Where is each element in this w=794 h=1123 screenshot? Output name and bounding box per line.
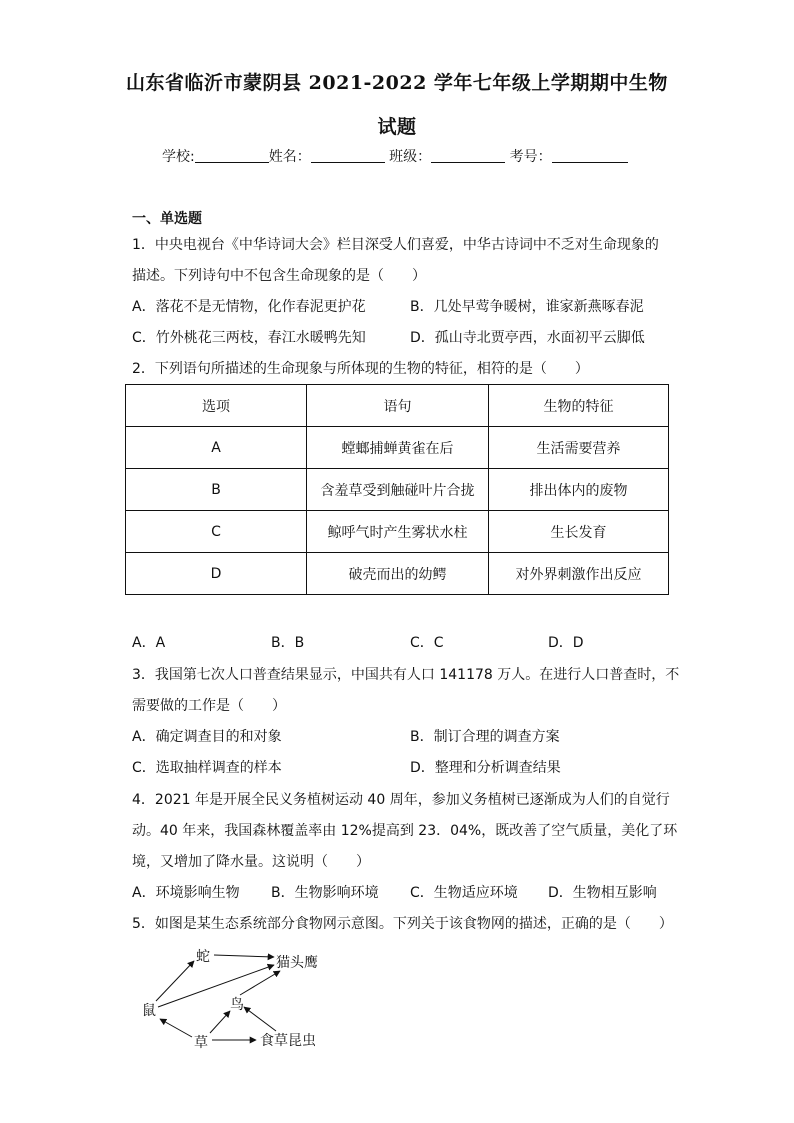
- table-cell: C: [126, 511, 307, 553]
- table-cell: 对外界刺激作出反应: [489, 553, 669, 595]
- name-field[interactable]: [311, 148, 385, 163]
- q1-stem-line2: 描述。下列诗句中不包含生命现象的是（ ）: [132, 268, 426, 284]
- table-header-cell: 语句: [307, 385, 489, 427]
- arrow-snake-owl: [214, 955, 274, 957]
- node-snake: 蛇: [196, 949, 210, 965]
- q2-option-c[interactable]: C．C: [410, 635, 444, 651]
- q3-stem-line2: 需要做的工作是（ ）: [132, 698, 286, 714]
- class-label: 班级：: [389, 149, 432, 165]
- school-label: 学校:: [162, 149, 195, 165]
- table-row: [126, 427, 669, 469]
- q1-option-d[interactable]: D．孤山寺北贾亭西，水面初平云脚低: [410, 330, 645, 346]
- q1-option-a[interactable]: A．落花不是无情物，化作春泥更护花: [132, 299, 366, 315]
- q4-option-a[interactable]: A．环境影响生物: [132, 885, 240, 901]
- table-cell: 鲸呼气时产生雾状水柱: [307, 511, 489, 553]
- q2-table: [125, 384, 669, 595]
- table-cell: 破壳而出的幼鳄: [307, 553, 489, 595]
- table-row: [126, 511, 669, 553]
- page-title: 山东省临沂市蒙阴县 2021-2022 学年七年级上学期期中生物: [126, 72, 668, 94]
- q3-option-a[interactable]: A．确定调查目的和对象: [132, 729, 282, 745]
- food-web-diagram: [130, 935, 350, 1060]
- table-row: [126, 553, 669, 595]
- table-cell: A: [126, 427, 307, 469]
- q4-option-c[interactable]: C．生物适应环境: [410, 885, 518, 901]
- q3-option-c[interactable]: C．选取抽样调查的样本: [132, 760, 282, 776]
- table-cell: 生活需要营养: [489, 427, 669, 469]
- table-cell: 螳螂捕蝉黄雀在后: [307, 427, 489, 469]
- q3-option-d[interactable]: D．整理和分析调查结果: [410, 760, 561, 776]
- table-cell: 排出体内的废物: [489, 469, 669, 511]
- node-insect: 食草昆虫: [260, 1033, 316, 1049]
- q4-option-b[interactable]: B．生物影响环境: [271, 885, 379, 901]
- arrow-mouse-owl: [158, 965, 274, 1007]
- table-row: [126, 469, 669, 511]
- class-field[interactable]: [431, 148, 505, 163]
- table-header-cell: 选项: [126, 385, 307, 427]
- q3-option-b[interactable]: B．制订合理的调查方案: [410, 729, 560, 745]
- node-mouse: 鼠: [142, 1003, 156, 1019]
- arrow-bird-owl: [240, 971, 280, 995]
- q2-option-b[interactable]: B．B: [271, 635, 305, 651]
- table-cell: B: [126, 469, 307, 511]
- q3-stem-line1: 3．我国第七次人口普查结果显示，中国共有人口 141178 万人。在进行人口普查时，不: [132, 667, 680, 683]
- table-cell: 含羞草受到触碰叶片合拢: [307, 469, 489, 511]
- table-cell: D: [126, 553, 307, 595]
- q1-option-b[interactable]: B．几处早莺争暖树，谁家新燕啄春泥: [410, 299, 644, 315]
- q2-option-d[interactable]: D．D: [548, 635, 584, 651]
- q4-stem-line3: 境，又增加了降水量。这说明（ ）: [132, 854, 370, 870]
- table-header-cell: 生物的特征: [489, 385, 669, 427]
- node-owl: 猫头鹰: [276, 955, 318, 971]
- school-field[interactable]: [195, 148, 269, 163]
- exam-no-label: 考号：: [509, 149, 552, 165]
- q4-option-d[interactable]: D．生物相互影响: [548, 885, 657, 901]
- q2-stem: 2．下列语句所描述的生命现象与所体现的生物的特征，相符的是（ ）: [132, 361, 589, 377]
- name-label: 姓名：: [268, 149, 311, 165]
- q2-option-a[interactable]: A．A: [132, 635, 166, 651]
- section-heading: 一、单选题: [132, 211, 202, 227]
- table-cell: 生长发育: [489, 511, 669, 553]
- table-header-row: [126, 385, 669, 427]
- q5-stem: 5．如图是某生态系统部分食物网示意图。下列关于该食物网的描述，正确的是（ ）: [132, 916, 673, 932]
- arrow-grass-mouse: [160, 1019, 192, 1037]
- arrow-mouse-snake: [156, 961, 194, 1001]
- q1-option-c[interactable]: C．竹外桃花三两枝，春江水暖鸭先知: [132, 330, 366, 346]
- student-info-row: [162, 146, 628, 166]
- node-grass: 草: [194, 1035, 208, 1051]
- q4-stem-line1: 4．2021 年是开展全民义务植树运动 40 周年，参加义务植树已逐渐成为人们的自觉行: [132, 792, 670, 808]
- arrow-insect-bird: [244, 1007, 276, 1031]
- q1-stem-line1: 1．中央电视台《中华诗词大会》栏目深受人们喜爱，中华古诗词中不乏对生命现象的: [132, 237, 659, 253]
- page-title-line2: 试题: [377, 116, 417, 138]
- exam-no-field[interactable]: [552, 148, 628, 163]
- node-bird: 鸟: [230, 997, 244, 1013]
- arrow-grass-bird: [210, 1011, 230, 1033]
- q4-stem-line2: 动。40 年来，我国森林覆盖率由 12%提高到 23．04%，既改善了空气质量，美化了环: [132, 823, 678, 839]
